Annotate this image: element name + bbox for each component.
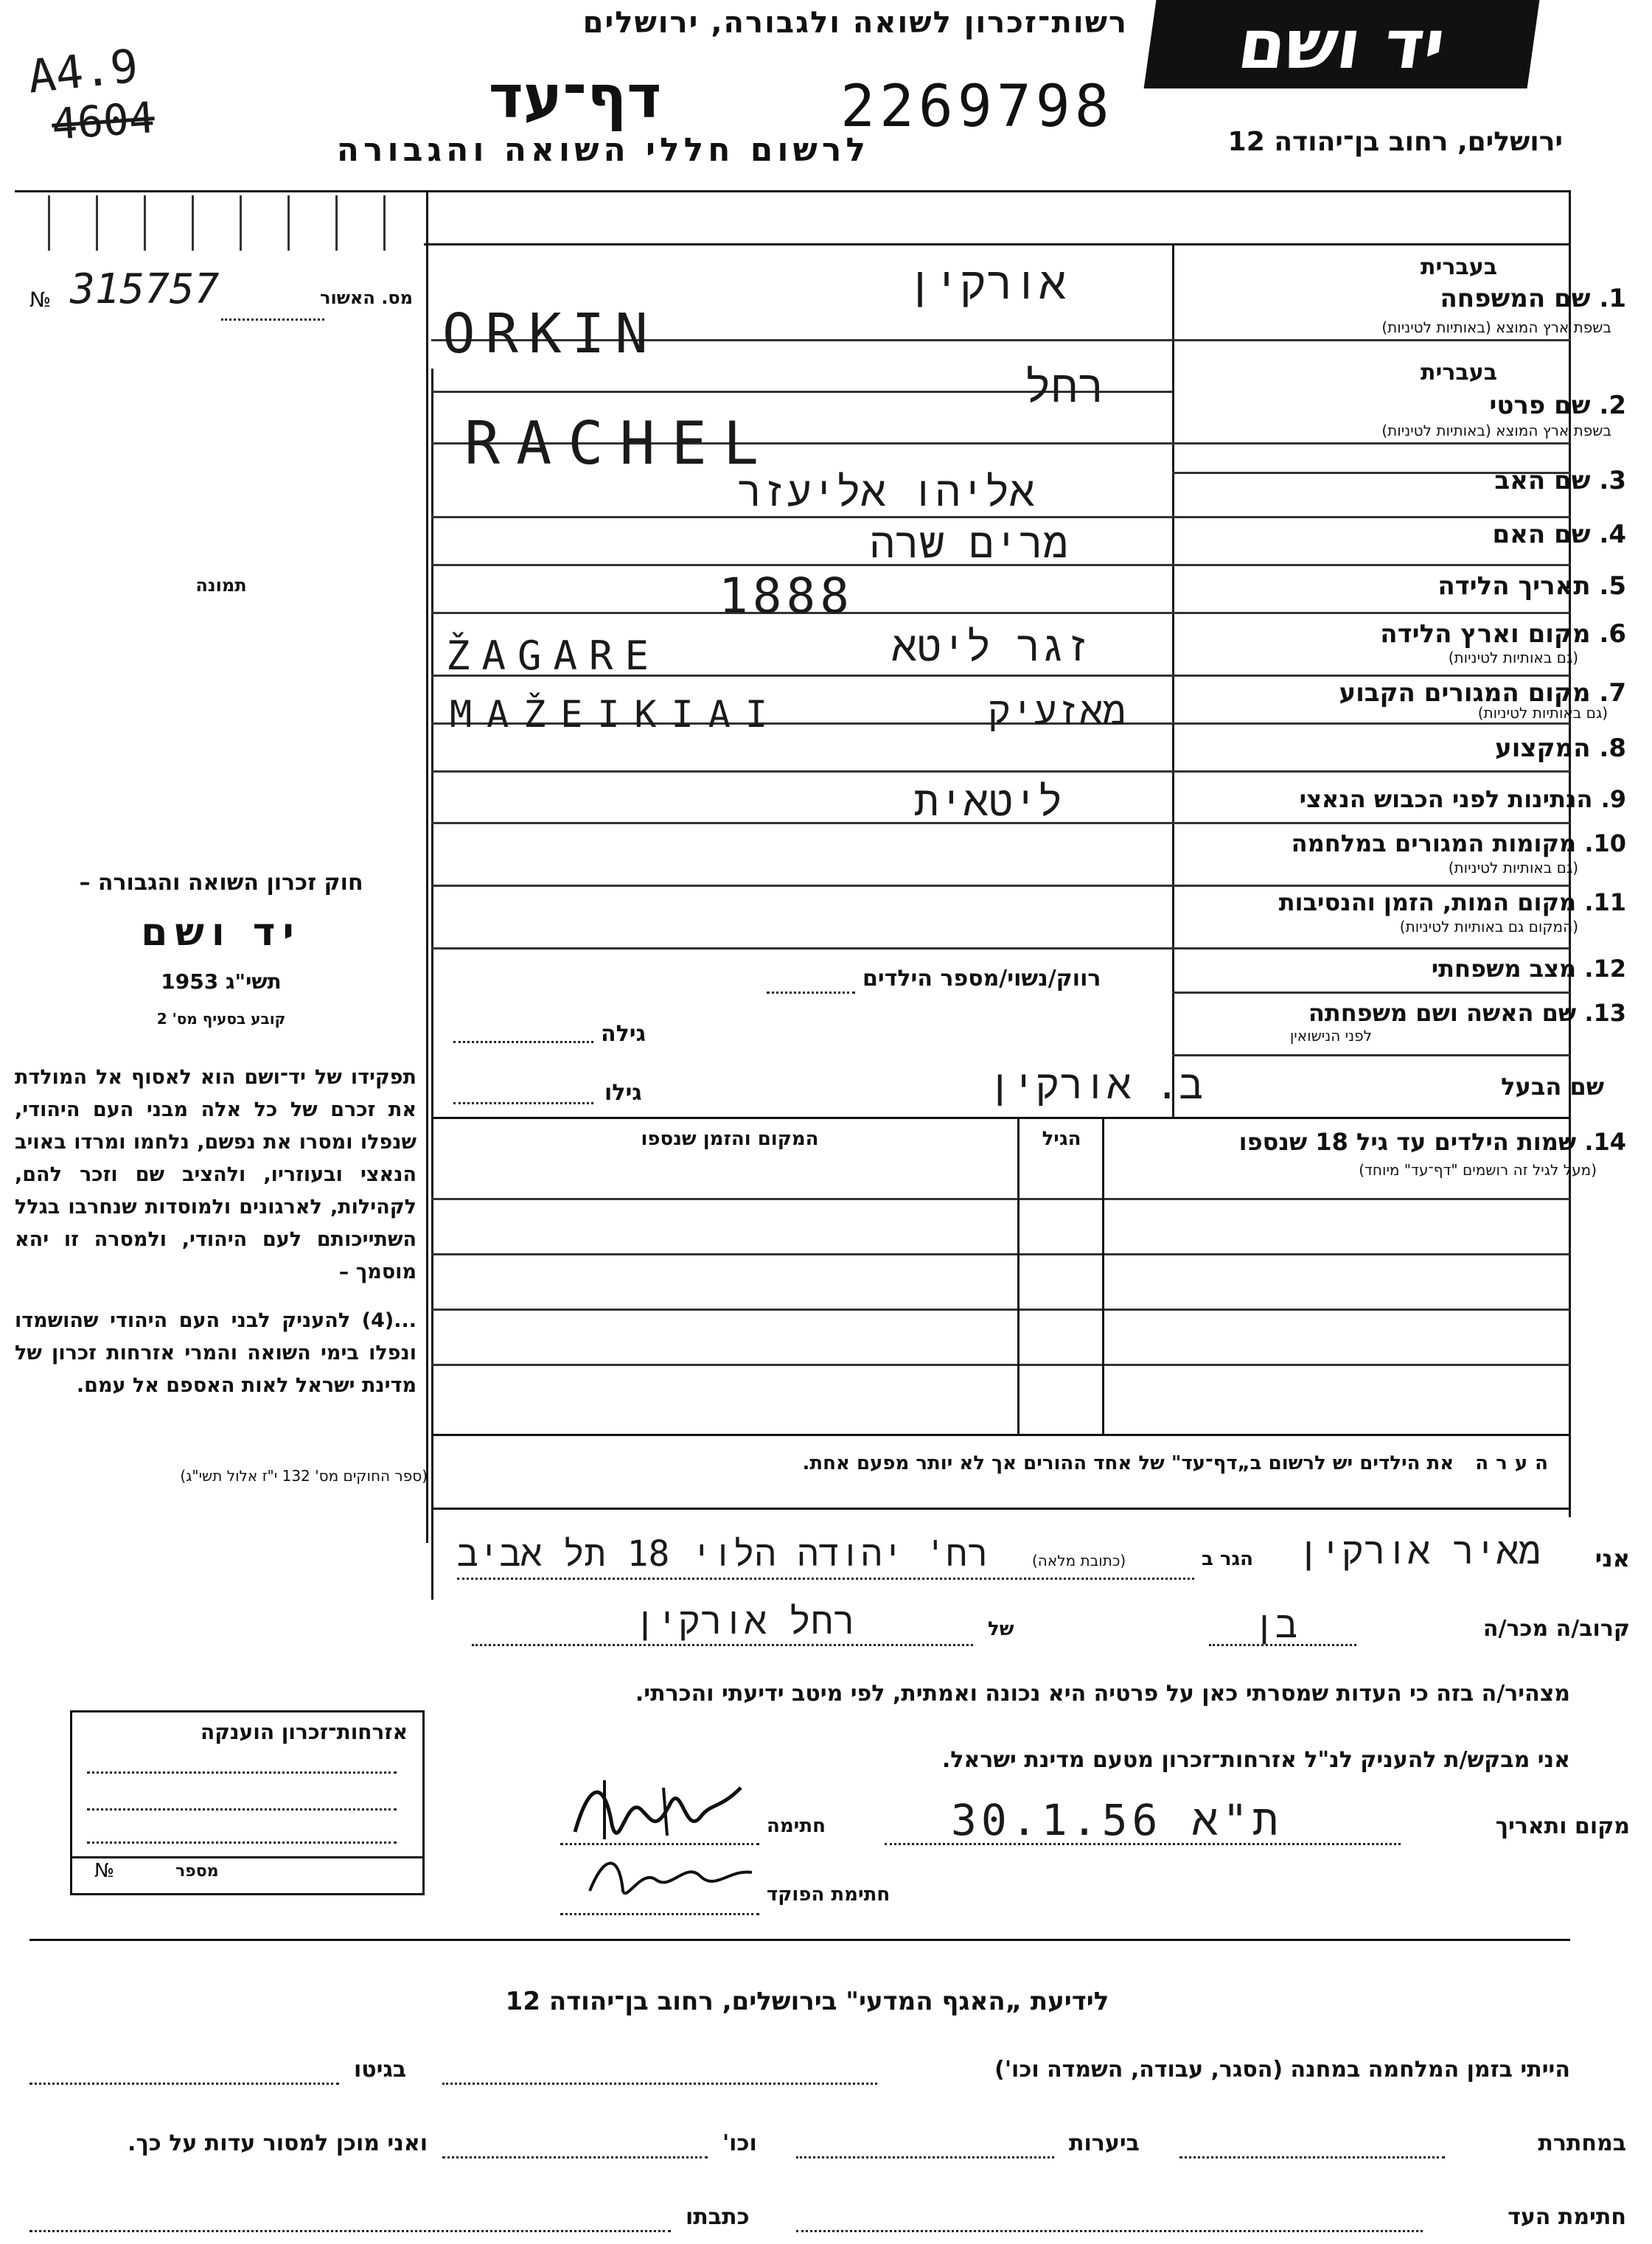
form-subtitle: לרשום חללי השואה והגבורה [336,131,870,169]
field-1-sub: בשפת ארץ המוצא (באותיות לטיניות) [1381,318,1611,336]
declaration-request: אני מבקש/ת להעניק לנ"ל אזרחות־זכרון מטעם מדינת ישראל. [941,1747,1570,1773]
field-3-number: 3. [1599,466,1626,495]
citizenship-prefix: № [94,1860,115,1882]
field-2-sub: בשפת ארץ המוצא (באותיות לטיניות) [1381,422,1611,439]
children-place-column: המקום והזמן שנספו [641,1128,819,1150]
signature-label: חתימה [767,1815,826,1837]
logo-text: יד ושם [1233,4,1450,84]
field-11-sub: (המקום גם באותיות לטיניות) [1399,918,1578,935]
organization-line: רשות־זכרון לשואה ולגבורה, ירושלים [582,6,1128,40]
field-9-text: הנתינות לפני הכבוש הנאצי [1299,785,1593,813]
field-6-sub: (גם באותיות לטיניות) [1448,649,1578,666]
field-7-value-latin[interactable]: MAŽEIKIAI [450,693,782,736]
field-12-number: 12. [1584,955,1626,983]
photo-label: תמונה [195,575,247,596]
field-7-number: 7. [1599,678,1626,708]
field-9-label [1300,785,1626,813]
field-6-label [1380,619,1626,649]
field-11-number: 11. [1584,888,1626,916]
field-7-text: מקום המגורים הקבוע [1339,678,1591,708]
field-1-hebrew-tag: בעברית [1421,254,1497,280]
field-13-label [1308,999,1626,1027]
field-1-text: שם המשפחה [1440,284,1591,313]
law-source: (ספר החוקים מס' 132 י"ז אלול תשי"ג) [180,1467,428,1485]
declaration-statement: מצהיר/ה בזה כי העדות שמסרתי כאן על פרטיה היא נכונה ואמתית, לפי מיטב ידיעתי והכרתי. [635,1681,1570,1707]
forests-label: ביערות [1069,2130,1140,2156]
field-4-number: 4. [1599,520,1626,549]
field-10-sub: (גם באותיות לטיניות) [1448,859,1578,877]
field-1-value-latin[interactable]: ORKIN [442,302,658,366]
inspector-signature-label: חתימת הפוקד [767,1884,891,1906]
field-13-number: 13. [1584,999,1626,1027]
law-paragraph-2: ...(4) להעניק לבני העם היהודי שהושמדו ונפלו בימי השואה והמרי אזרחות זכרון של מדינת ישראל לאות האספם אל עמם. [15,1309,417,1397]
declaration-i-label: אני [1595,1544,1630,1572]
husband-value[interactable]: ב. אורקין [988,1062,1203,1108]
law-name: יד ושם [141,910,302,955]
children-label [1239,1128,1626,1156]
field-9-value[interactable]: ליטאית [914,778,1063,826]
camp-line: הייתי בזמן המלחמה במחנה (הסגר, עבודה, השמדה וכו') [994,2057,1570,2083]
field-5-text: תאריך הלידה [1437,571,1591,601]
citizenship-title: אזרחות־זכרון הוענקה [201,1720,408,1744]
ready-text: ואני מוכן למסור עדות על כך. [128,2130,428,2156]
field-3-value[interactable]: אליהו אליעזר [737,468,1035,516]
field-6-text: מקום וארץ הלידה [1380,619,1591,649]
field-2-value-hebrew[interactable]: רחל [1025,361,1105,413]
declarant-address[interactable]: רח' יהודה הלוי 18 תל אביב [457,1533,989,1575]
field-5-label [1437,571,1626,601]
inspector-signature [582,1847,759,1906]
approval-number: 315757 [70,265,220,313]
field-2-text: שם פרטי [1489,391,1591,420]
children-text: שמות הילדים עד גיל 18 שנספו [1238,1128,1577,1156]
ghetto-label: בגיטו [354,2057,407,2083]
note-label: הערה [1475,1452,1555,1474]
law-paragraph-1: תפקידו של יד־ושם הוא לאסוף אל המולדת את זכרם של כל אלה מבני העם היהודי, שנפלו ומסרו את נפשם, נלחמו ומרדו באויב הנאצי ובעוזריו, ולהציב שם וזכר להם, לקהילות, לארגונים ולמוסדות שנחרבו בגלל השתייכותם לעם היהודי, ולמסרה זו יהא מוסמך – [15,1066,417,1283]
field-1-number: 1. [1599,284,1626,313]
children-number: 14. [1584,1128,1626,1156]
approval-label: מס. האשור [320,288,413,308]
field-6-value-latin[interactable]: ŽAGARE [446,633,661,679]
field-5-value[interactable]: 1888 [719,568,854,624]
field-1-value-hebrew[interactable]: אורקין [907,258,1067,310]
field-2-number: 2. [1599,391,1626,420]
field-12-label [1432,955,1626,983]
field-3-text: שם האב [1494,466,1591,495]
field-8-number: 8. [1599,734,1626,763]
field-4-label [1492,520,1626,549]
hideout-label: במחתרת [1538,2130,1626,2156]
info-title: לידיעת „האגף המדעי" בירושלים, רחוב בן־יהודה 12 [505,1987,1109,2016]
field-10-text: מקומות המגורים במלחמה [1291,829,1577,857]
law-year: תשי"ג 1953 [161,969,282,994]
serial-number: 2269798 [840,74,1114,140]
address: ירושלים, רחוב בן־יהודה 12 [1227,127,1563,157]
place-date-label: מקום ותאריך [1495,1813,1630,1839]
children-age-column: הגיל [1042,1128,1081,1150]
handwritten-ref-top: A4.9 [25,38,141,104]
of-label: של [988,1618,1014,1640]
of-value[interactable]: רחל אורקין [634,1600,856,1642]
field-2-label [1489,391,1626,420]
place-date-value[interactable]: ת"א 30.1.56 [951,1795,1283,1845]
etc-label: וכו' [722,2130,757,2156]
field-10-number: 10. [1584,829,1626,857]
approval-prefix: № [29,288,52,312]
field-2-hebrew-tag: בעברית [1421,360,1497,386]
field-12-value[interactable]: רווק/נשוי/מספר הילדים [862,966,1101,992]
yad-vashem-logo [1144,0,1540,88]
relative-label: קרוב/ה מכר/ה [1482,1616,1630,1642]
address-note: (כתובת מלאה) [1032,1552,1126,1569]
field-11-label [1279,888,1626,916]
wife-age-label: גילה [601,1021,646,1047]
approval-number-field [29,265,413,324]
relative-value[interactable]: בן [1253,1603,1298,1646]
field-12-text: מצב משפחתי [1431,955,1577,983]
field-13-text: שם האשה ושם משפחתה [1308,999,1577,1027]
children-sub: (מעל לגיל זה רושמים "דף־עד" מיוחד) [1359,1161,1597,1179]
field-3-label [1494,466,1626,495]
field-4-text: שם האם [1492,520,1591,549]
law-title: חוק זכרון השואה והגבורה – [79,870,363,896]
field-8-label [1495,734,1626,763]
field-6-number: 6. [1599,619,1626,649]
citizenship-box [70,1710,425,1895]
field-13-sub: לפני הנישואין [1289,1027,1372,1045]
field-8-text: המקצוע [1495,734,1591,763]
handwritten-ref-struck: 4604 [49,92,156,150]
field-4-value[interactable]: מרים שרה [870,520,1068,568]
field-11-text: מקום המות, הזמן והנסיבות [1278,888,1577,916]
field-7-value-hebrew[interactable]: מאזעיק [988,689,1126,734]
husband-age-label: גילו [604,1080,642,1106]
field-1-label [1440,284,1626,313]
resides-label: הגר ב [1202,1548,1254,1570]
law-clause: קובע בסעיף מס' 2 [156,1010,286,1028]
citizenship-number-label: מספר [175,1862,219,1881]
form-title: דף־עד [488,63,662,131]
field-10-label [1292,829,1626,857]
witness-signature-label: חתימת העד [1508,2204,1626,2230]
field-9-number: 9. [1600,785,1626,813]
husband-label: שם הבעל [1501,1073,1604,1101]
field-5-number: 5. [1599,571,1626,601]
field-7-sub: (גם באותיות לטיניות) [1477,704,1608,722]
field-7-label [1339,678,1626,708]
field-2-value-latin[interactable]: RACHEL [464,409,775,478]
note-text: את הילדים יש לרשום ב„דף־עד" של אחד ההורים אך לא יותר מפעם אחת. [802,1452,1454,1474]
note [442,1452,1555,1474]
declarant-name[interactable]: מאיר אורקין [1297,1530,1541,1572]
witness-address-label: כתבתו [686,2204,750,2230]
field-6-value-hebrew[interactable]: זגר ליטא [892,623,1090,671]
